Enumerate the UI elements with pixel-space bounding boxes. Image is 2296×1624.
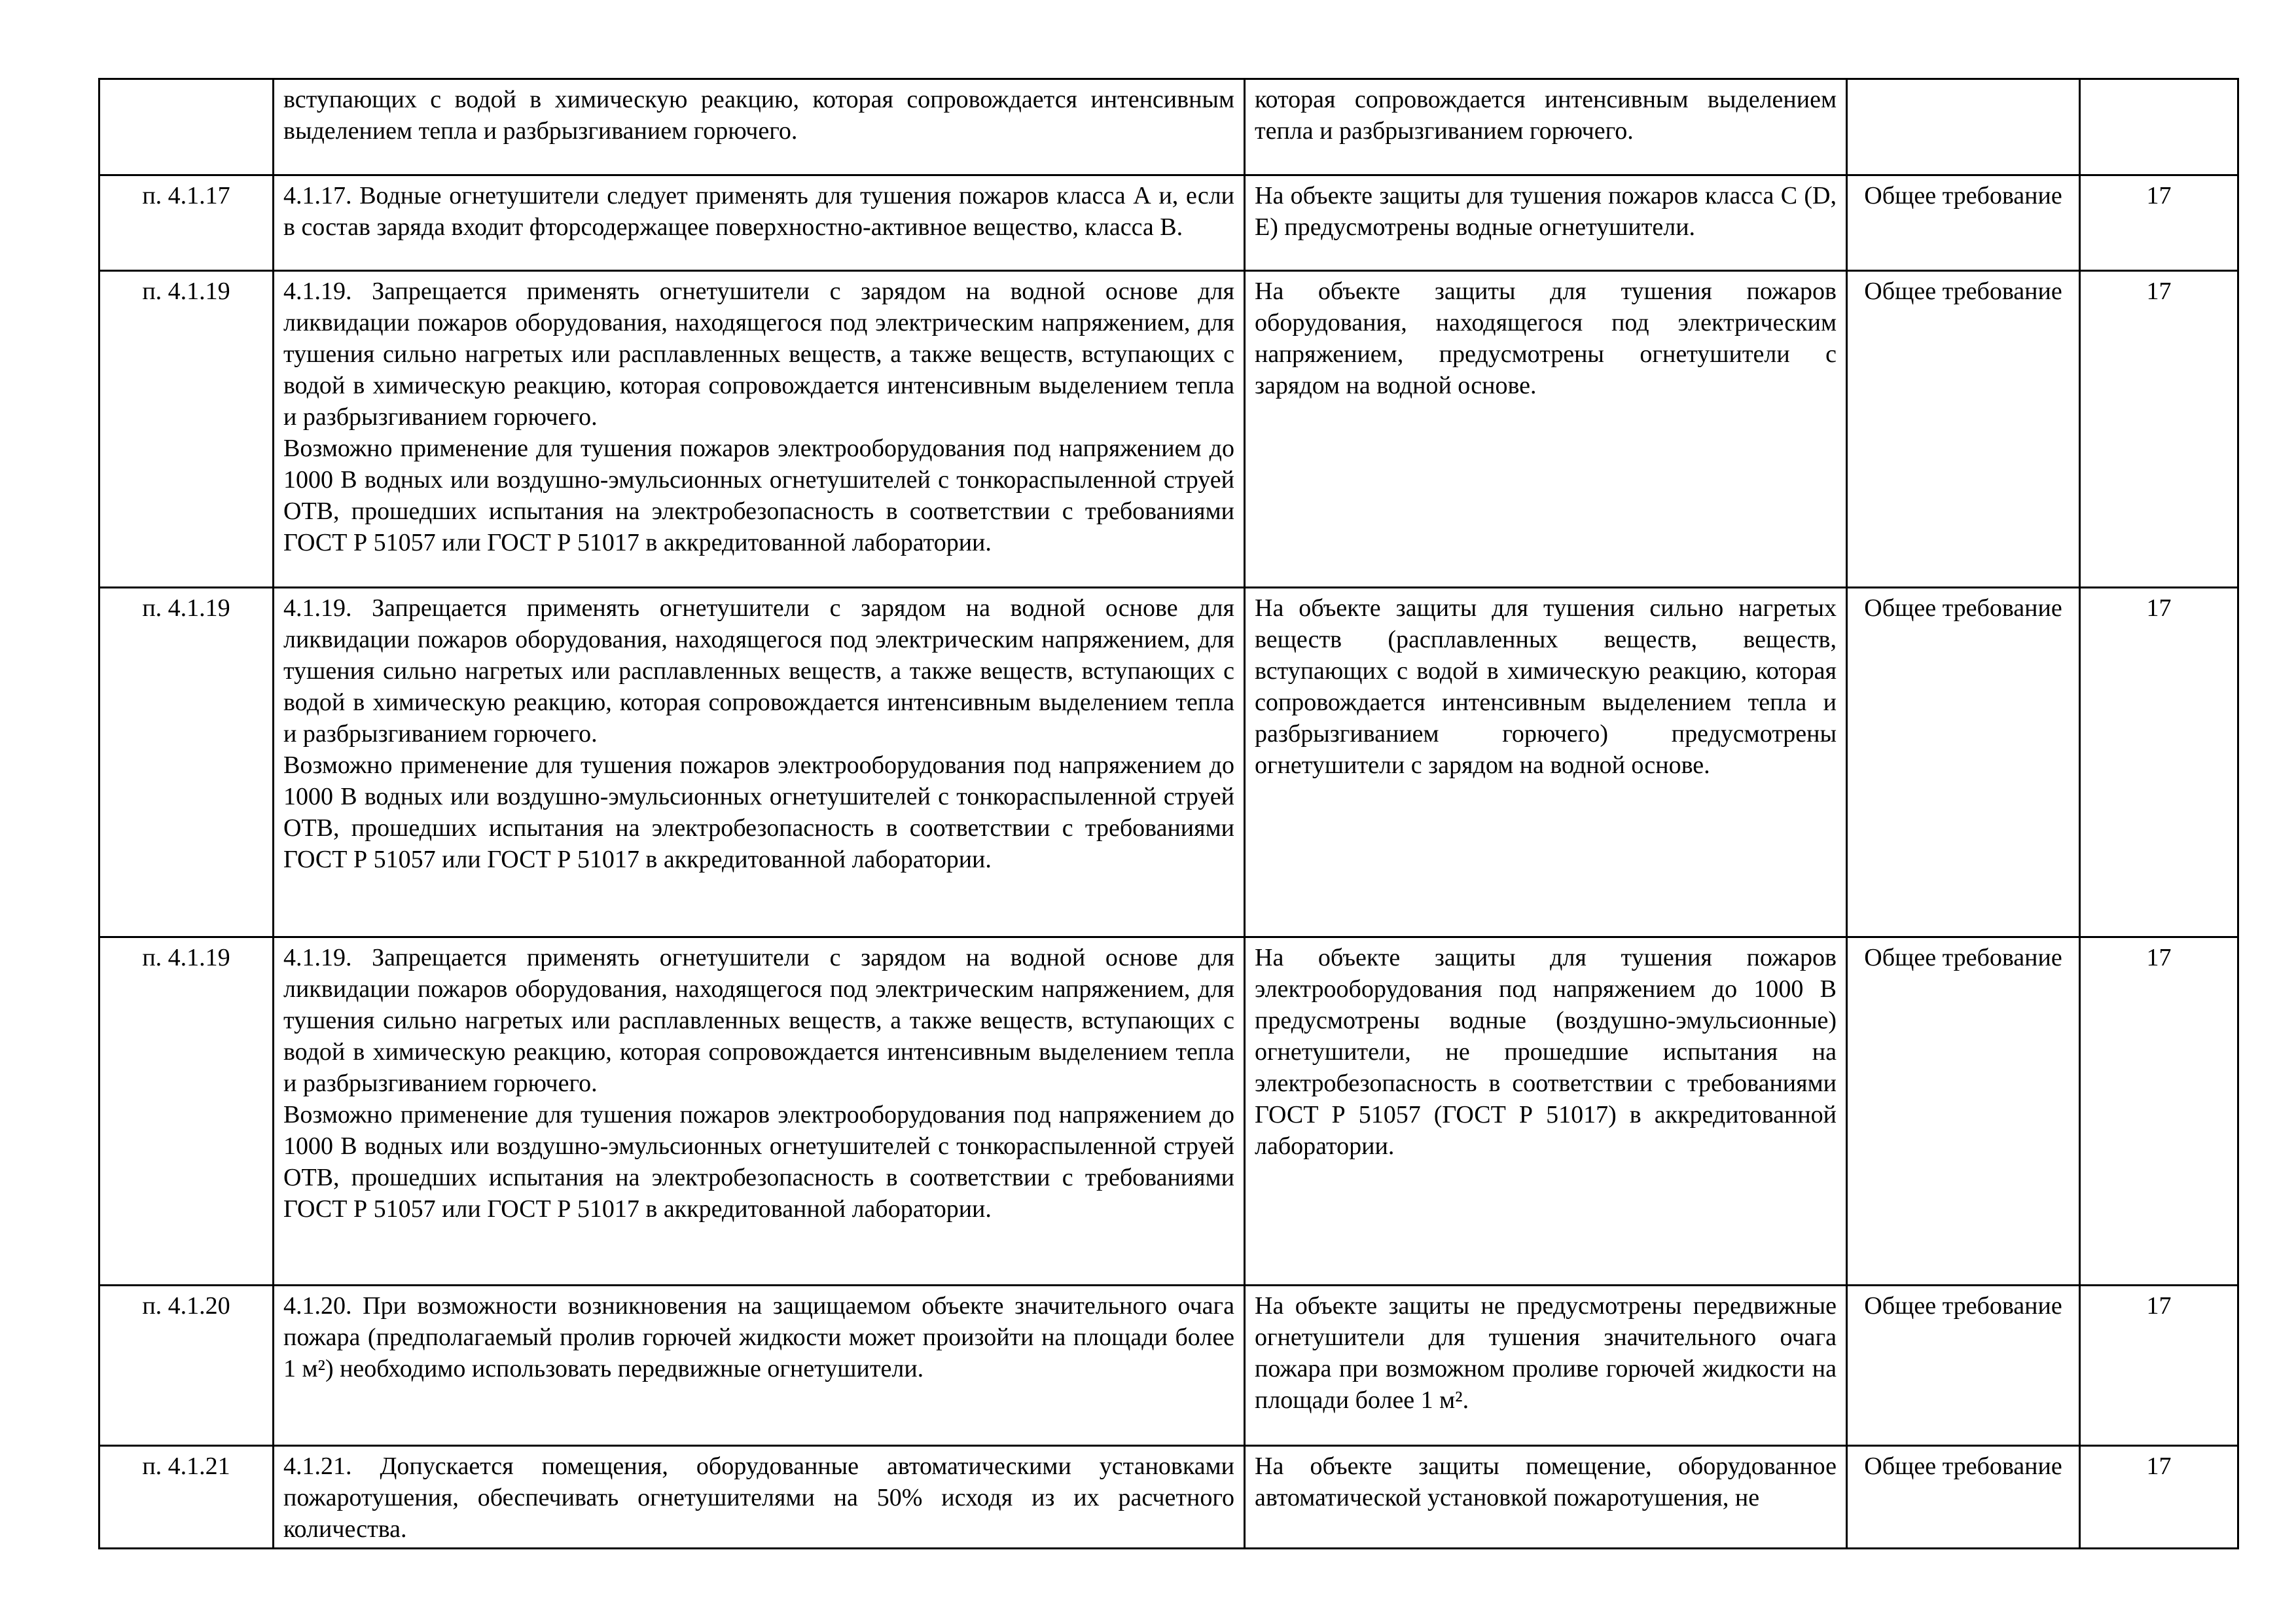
requirement-type-cell (1847, 79, 2080, 175)
requirement-paragraph: 4.1.17. Водные огнетушители следует применять для тушения пожаров класса А и, если в состав заряда входит фторсодержащее поверхностно-активное вещество, класса В. (283, 182, 1234, 241)
requirement-paragraph: 4.1.19. Запрещается применять огнетушители с зарядом на водной основе для ликвидации пожаров оборудования, находящегося под электрическим напряжением, для тушения сильно нагретых или расплавленных веществ, а также веществ, вступающих с водой в химическую реакцию, которая сопровождается интенсивным выделением тепла и разбрызгиванием горючего. (283, 278, 1234, 431)
page-cell (2080, 79, 2238, 175)
requirement-paragraph: 4.1.19. Запрещается применять огнетушители с зарядом на водной основе для ликвидации пожаров оборудования, находящегося под электрическим напряжением, для тушения сильно нагретых или расплавленных веществ, а также веществ, вступающих с водой в химическую реакцию, которая сопровождается интенсивным выделением тепла и разбрызгиванием горючего. (283, 944, 1234, 1097)
clause-cell: п. 4.1.19 (99, 271, 274, 588)
violation-cell: На объекте защиты для тушения пожаров электрооборудования под напряжением до 1000 В предусмотрены водные (воздушно-эмульсионные) огнетушители, не прошедшие испытания на электробезопасность в соответствии с требованиями ГОСТ Р 51057 (ГОСТ Р 51017) в аккредитованной лаборатории. (1245, 937, 1847, 1286)
requirement-type-cell: Общее требование (1847, 1286, 2080, 1446)
requirement-paragraph: 4.1.21. Допускается помещения, оборудованные автоматическими установками пожаротушения, обеспечивать огнетушителями на 50% исходя из их расчетного количества. (283, 1453, 1234, 1543)
requirement-cell (274, 79, 1245, 175)
clause-cell (99, 79, 274, 175)
requirement-cell (274, 175, 1245, 271)
clause-cell: п. 4.1.19 (99, 588, 274, 937)
table-row (99, 1286, 2238, 1446)
violation-cell: На объекте защиты помещение, оборудованное автоматической установкой пожаротушения, не (1245, 1446, 1847, 1549)
requirement-paragraph: 4.1.19. Запрещается применять огнетушители с зарядом на водной основе для ликвидации пожаров оборудования, находящегося под электрическим напряжением, для тушения сильно нагретых или расплавленных веществ, а также веществ, вступающих с водой в химическую реакцию, которая сопровождается интенсивным выделением тепла и разбрызгиванием горючего. (283, 594, 1234, 748)
requirement-type-cell: Общее требование (1847, 588, 2080, 937)
violation-cell: На объекте защиты не предусмотрены передвижные огнетушители для тушения значительного очага пожара при возможном проливе горючей жидкости на площади более 1 м². (1245, 1286, 1847, 1446)
page-cell: 17 (2080, 175, 2238, 271)
requirement-paragraph: Возможно применение для тушения пожаров электрооборудования под напряжением до 1000 В водных или воздушно-эмульсионных огнетушителей с тонкораспыленной струей ОТВ, прошедших испытания на электробезопасность в соответствии с требованиями ГОСТ Р 51057 или ГОСТ Р 51017 в аккредитованной лаборатории. (283, 435, 1234, 556)
requirement-cell (274, 271, 1245, 588)
violation-cell: которая сопровождается интенсивным выделением тепла и разбрызгиванием горючего. (1245, 79, 1847, 175)
requirement-type-cell: Общее требование (1847, 1446, 2080, 1549)
table-row (99, 79, 2238, 175)
requirement-paragraph: 4.1.20. При возможности возникновения на защищаемом объекте значительного очага пожара (предполагаемый пролив горючей жидкости может произойти на площади более 1 м²) необходимо использовать передвижные огнетушители. (283, 1292, 1234, 1382)
page-cell: 17 (2080, 1286, 2238, 1446)
page-cell: 17 (2080, 1446, 2238, 1549)
requirement-cell (274, 1446, 1245, 1549)
table-row (99, 588, 2238, 937)
table-row (99, 937, 2238, 1286)
page-cell: 17 (2080, 271, 2238, 588)
clause-cell: п. 4.1.17 (99, 175, 274, 271)
requirement-cell (274, 588, 1245, 937)
requirement-cell (274, 937, 1245, 1286)
violation-cell: На объекте защиты для тушения пожаров класса С (D, Е) предусмотрены водные огнетушители. (1245, 175, 1847, 271)
requirement-paragraph: Возможно применение для тушения пожаров электрооборудования под напряжением до 1000 В водных или воздушно-эмульсионных огнетушителей с тонкораспыленной струей ОТВ, прошедших испытания на электробезопасность в соответствии с требованиями ГОСТ Р 51057 или ГОСТ Р 51017 в аккредитованной лаборатории. (283, 751, 1234, 873)
table-row (99, 271, 2238, 588)
clause-cell: п. 4.1.19 (99, 937, 274, 1286)
requirement-cell (274, 1286, 1245, 1446)
page-cell: 17 (2080, 937, 2238, 1286)
page-cell: 17 (2080, 588, 2238, 937)
clause-cell: п. 4.1.21 (99, 1446, 274, 1549)
clause-cell: п. 4.1.20 (99, 1286, 274, 1446)
table-row (99, 1446, 2238, 1549)
requirement-paragraph: вступающих с водой в химическую реакцию, которая сопровождается интенсивным выделением тепла и разбрызгиванием горючего. (283, 86, 1234, 145)
requirement-type-cell: Общее требование (1847, 271, 2080, 588)
table-row (99, 175, 2238, 271)
requirement-paragraph: Возможно применение для тушения пожаров электрооборудования под напряжением до 1000 В водных или воздушно-эмульсионных огнетушителей с тонкораспыленной струей ОТВ, прошедших испытания на электробезопасность в соответствии с требованиями ГОСТ Р 51057 или ГОСТ Р 51017 в аккредитованной лаборатории. (283, 1101, 1234, 1223)
requirement-type-cell: Общее требование (1847, 175, 2080, 271)
violation-cell: На объекте защиты для тушения сильно нагретых веществ (расплавленных веществ, веществ, вступающих с водой в химическую реакцию, которая сопровождается интенсивным выделением тепла и разбрызгиванием горючего) предусмотрены огнетушители с зарядом на водной основе. (1245, 588, 1847, 937)
requirement-type-cell: Общее требование (1847, 937, 2080, 1286)
violation-cell: На объекте защиты для тушения пожаров оборудования, находящегося под электрическим напряжением, предусмотрены огнетушители с зарядом на водной основе. (1245, 271, 1847, 588)
requirements-table (98, 78, 2239, 1549)
